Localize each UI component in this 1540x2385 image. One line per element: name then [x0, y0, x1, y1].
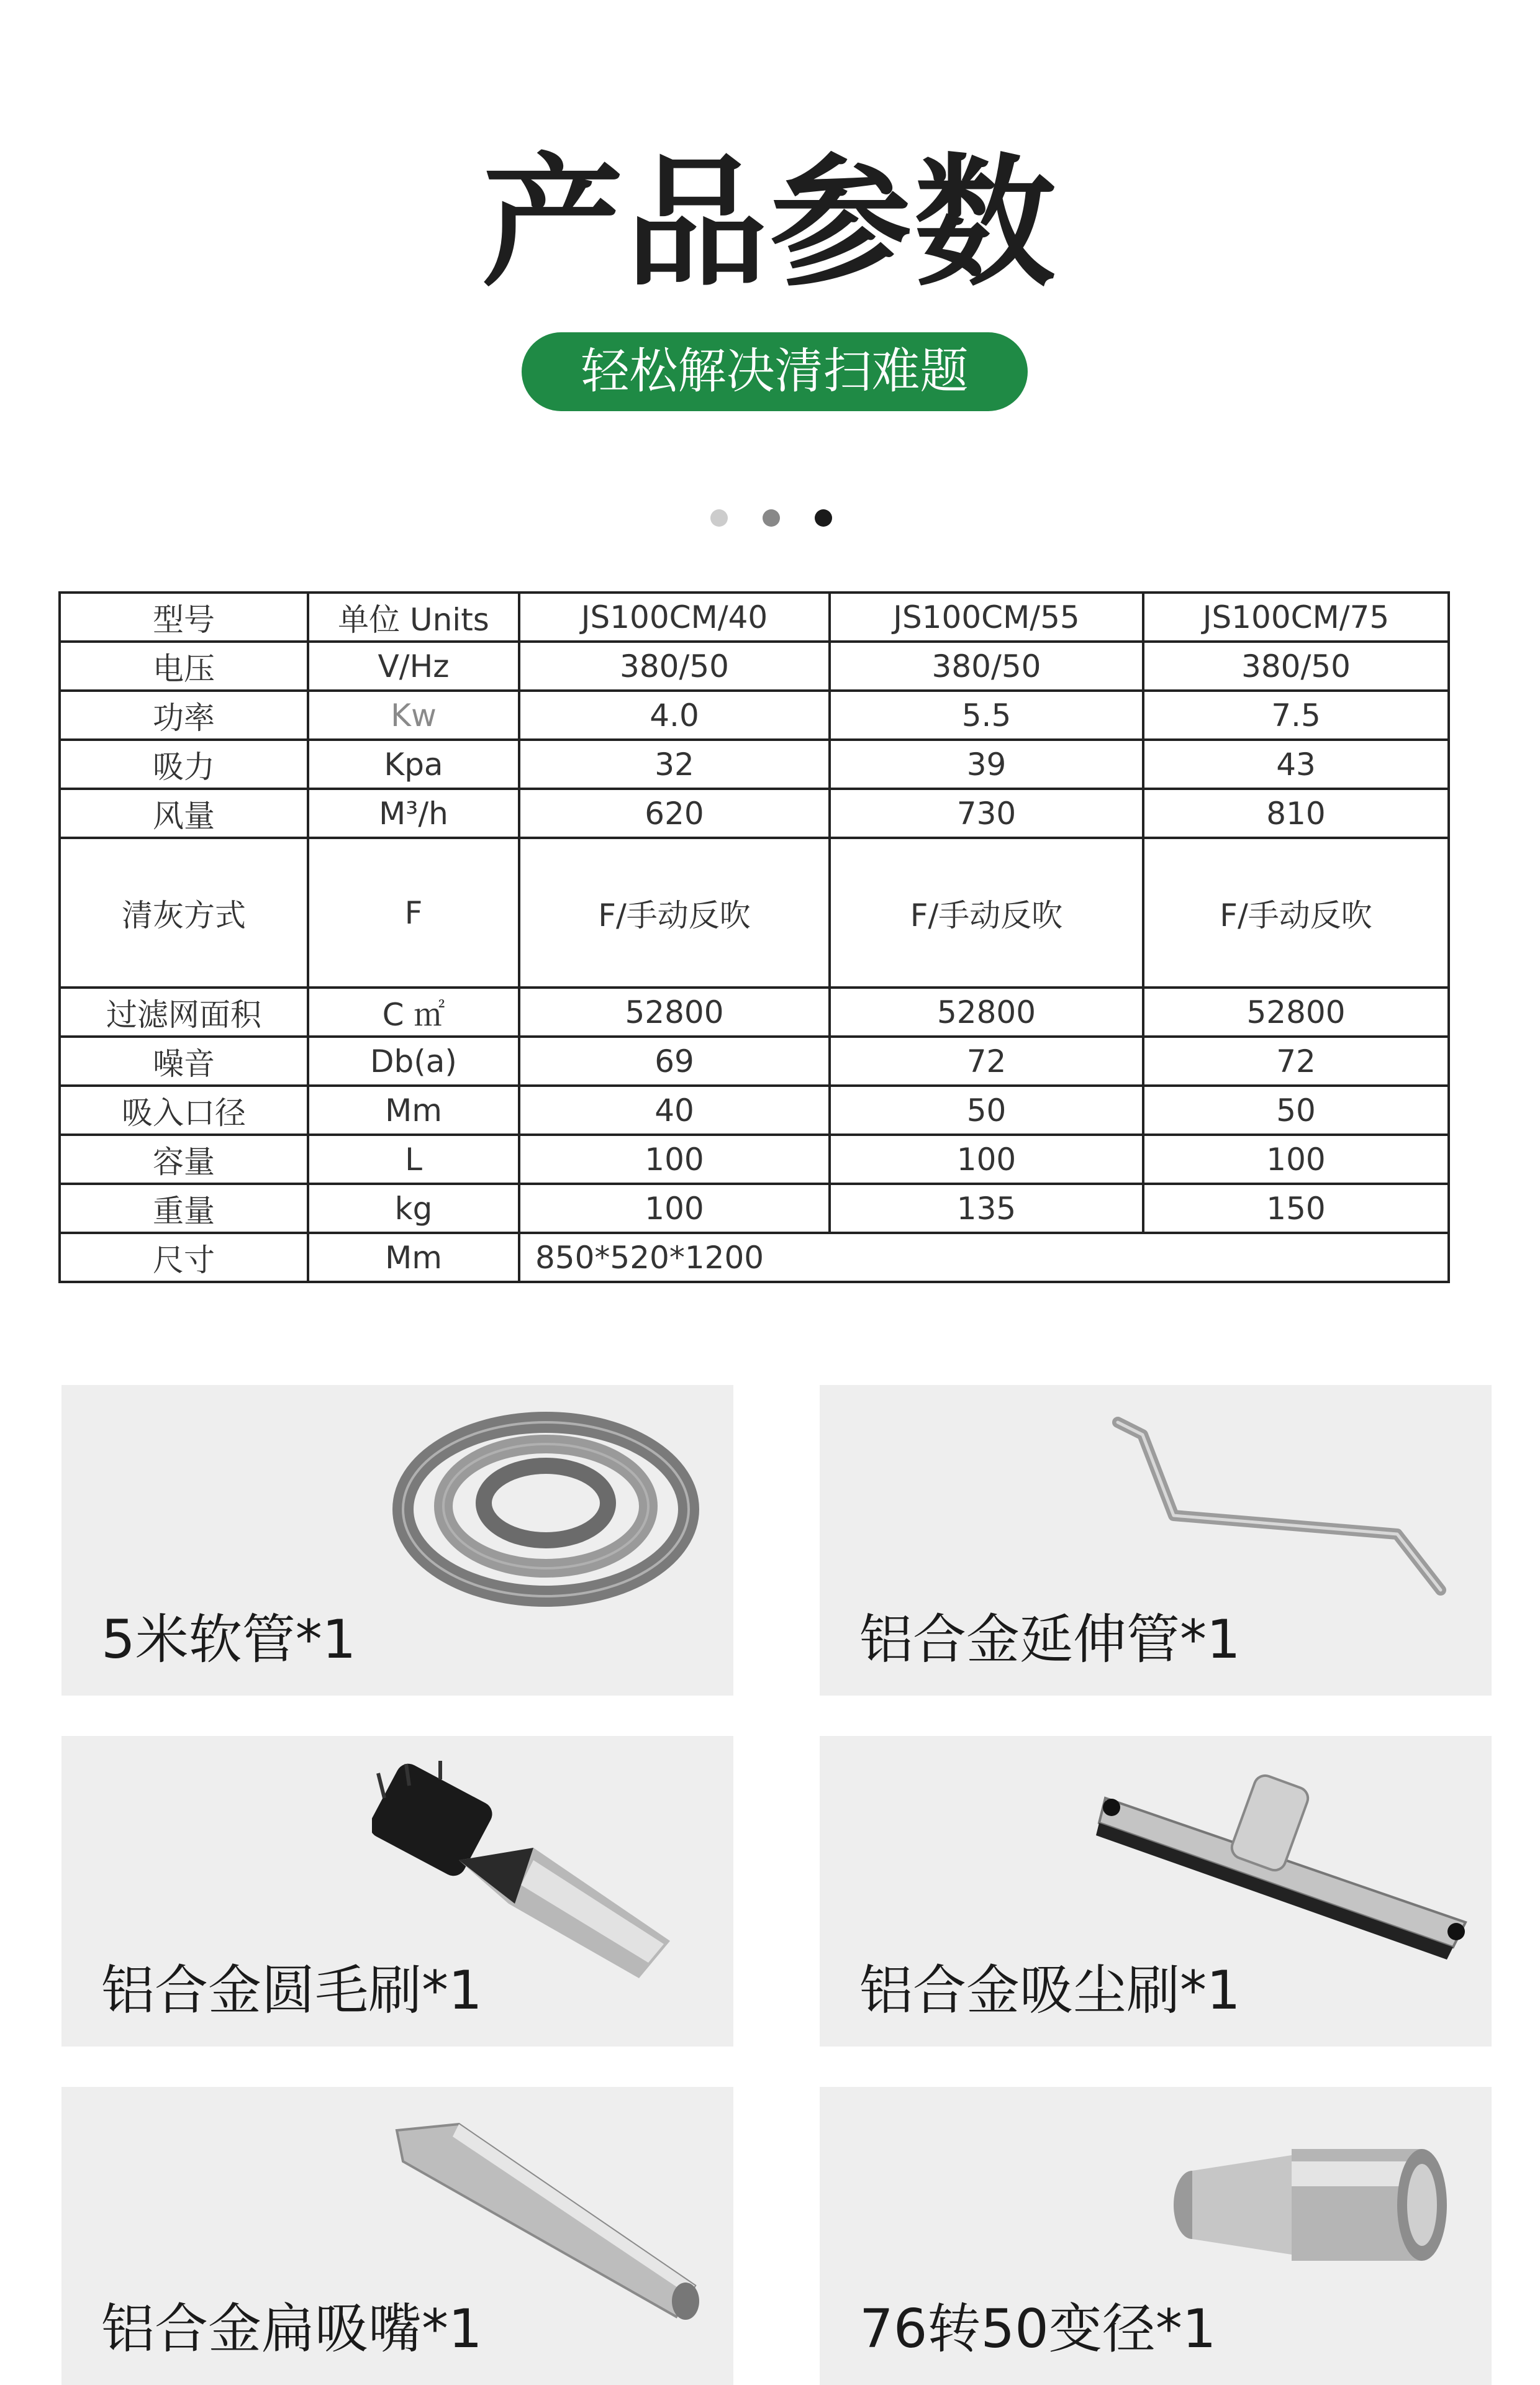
- table-row: [60, 740, 1449, 789]
- table-cell: 100: [1143, 1135, 1449, 1184]
- hose-icon: [384, 1397, 707, 1621]
- accessory-card: [61, 1385, 733, 1696]
- table-cell: 功率: [60, 691, 308, 740]
- table-cell: M³/h: [308, 789, 519, 838]
- accessory-card: [61, 1736, 733, 2047]
- table-row: [60, 691, 1449, 740]
- accessory-label: 76转50变径*1: [859, 2298, 1216, 2360]
- table-cell: 50: [1143, 1086, 1449, 1135]
- table-cell: 清灰方式: [60, 838, 308, 988]
- table-cell: 电压: [60, 642, 308, 691]
- table-row: [60, 1135, 1449, 1184]
- table-cell: 620: [519, 789, 830, 838]
- table-cell: C ㎡: [308, 988, 519, 1037]
- table-cell: F/手动反吹: [519, 838, 830, 988]
- table-cell: 730: [830, 789, 1143, 838]
- table-cell: F/手动反吹: [1143, 838, 1449, 988]
- table-cell: 39: [830, 740, 1143, 789]
- carousel-dot[interactable]: [763, 509, 780, 527]
- table-header-row: [60, 593, 1449, 642]
- table-cell: 52800: [830, 988, 1143, 1037]
- header-cell: JS100CM/75: [1143, 593, 1449, 642]
- table-cell: 72: [1143, 1037, 1449, 1086]
- header-cell: JS100CM/55: [830, 593, 1143, 642]
- table-cell: 风量: [60, 789, 308, 838]
- table-cell: 吸入口径: [60, 1086, 308, 1135]
- table-cell: 69: [519, 1037, 830, 1086]
- table-row: [60, 988, 1449, 1037]
- table-cell: 噪音: [60, 1037, 308, 1086]
- floor-brush-icon: [1093, 1773, 1478, 1972]
- accessory-label: 铝合金吸尘刷*1: [859, 1960, 1241, 2022]
- table-cell: Mm: [308, 1233, 519, 1282]
- table-cell: 100: [519, 1135, 830, 1184]
- accessory-label: 铝合金扁吸嘴*1: [101, 2298, 482, 2360]
- table-cell: 过滤网面积: [60, 988, 308, 1037]
- table-cell: 52800: [1143, 988, 1449, 1037]
- table-cell: 810: [1143, 789, 1449, 838]
- subtitle-badge: 轻松解决清扫难题: [522, 332, 1028, 411]
- table-cell: 52800: [519, 988, 830, 1037]
- accessory-card: [820, 1736, 1492, 2047]
- table-cell: V/Hz: [308, 642, 519, 691]
- table-cell: 40: [519, 1086, 830, 1135]
- table-cell: 吸力: [60, 740, 308, 789]
- accessory-card: [820, 1385, 1492, 1696]
- accessory-label: 铝合金圆毛刷*1: [101, 1960, 482, 2022]
- carousel-dots: [710, 509, 835, 534]
- table-cell: 100: [519, 1184, 830, 1233]
- table-row: [60, 838, 1449, 988]
- table-cell: 32: [519, 740, 830, 789]
- accessory-card: [820, 2087, 1492, 2385]
- table-cell: Db(a): [308, 1037, 519, 1086]
- header-cell: 型号: [60, 593, 308, 642]
- table-cell: Kw: [308, 691, 519, 740]
- table-cell: F: [308, 838, 519, 988]
- table-cell: 135: [830, 1184, 1143, 1233]
- spec-table: [58, 591, 1450, 1283]
- table-cell: Kpa: [308, 740, 519, 789]
- table-cell: Mm: [308, 1086, 519, 1135]
- table-cell: 380/50: [519, 642, 830, 691]
- table-cell: 50: [830, 1086, 1143, 1135]
- table-cell: 7.5: [1143, 691, 1449, 740]
- carousel-dot[interactable]: [710, 509, 728, 527]
- accessory-label: 铝合金延伸管*1: [859, 1609, 1241, 1671]
- extension-tube-icon: [1105, 1410, 1478, 1609]
- table-cell: 重量: [60, 1184, 308, 1233]
- table-cell: 4.0: [519, 691, 830, 740]
- table-row: [60, 789, 1449, 838]
- table-cell: 43: [1143, 740, 1449, 789]
- table-cell: 380/50: [1143, 642, 1449, 691]
- table-cell: 尺寸: [60, 1233, 308, 1282]
- header-cell: JS100CM/40: [519, 593, 830, 642]
- table-cell: 100: [830, 1135, 1143, 1184]
- accessory-label: 5米软管*1: [101, 1609, 356, 1671]
- carousel-dot-active[interactable]: [815, 509, 832, 527]
- page-title: 产品参数: [482, 140, 1058, 306]
- header-cell: 单位 Units: [308, 593, 519, 642]
- table-cell: 150: [1143, 1184, 1449, 1233]
- table-cell: 5.5: [830, 691, 1143, 740]
- table-row: [60, 1037, 1449, 1086]
- table-cell: 380/50: [830, 642, 1143, 691]
- table-cell: 容量: [60, 1135, 308, 1184]
- table-cell: 850*520*1200: [519, 1233, 1449, 1282]
- table-cell: L: [308, 1135, 519, 1184]
- table-cell: kg: [308, 1184, 519, 1233]
- table-row: [60, 642, 1449, 691]
- table-cell: 72: [830, 1037, 1143, 1086]
- reducer-icon: [1155, 2112, 1465, 2298]
- table-row: [60, 1086, 1449, 1135]
- table-cell: F/手动反吹: [830, 838, 1143, 988]
- table-row: [60, 1184, 1449, 1233]
- accessory-card: [61, 2087, 733, 2385]
- table-row: [60, 1233, 1449, 1282]
